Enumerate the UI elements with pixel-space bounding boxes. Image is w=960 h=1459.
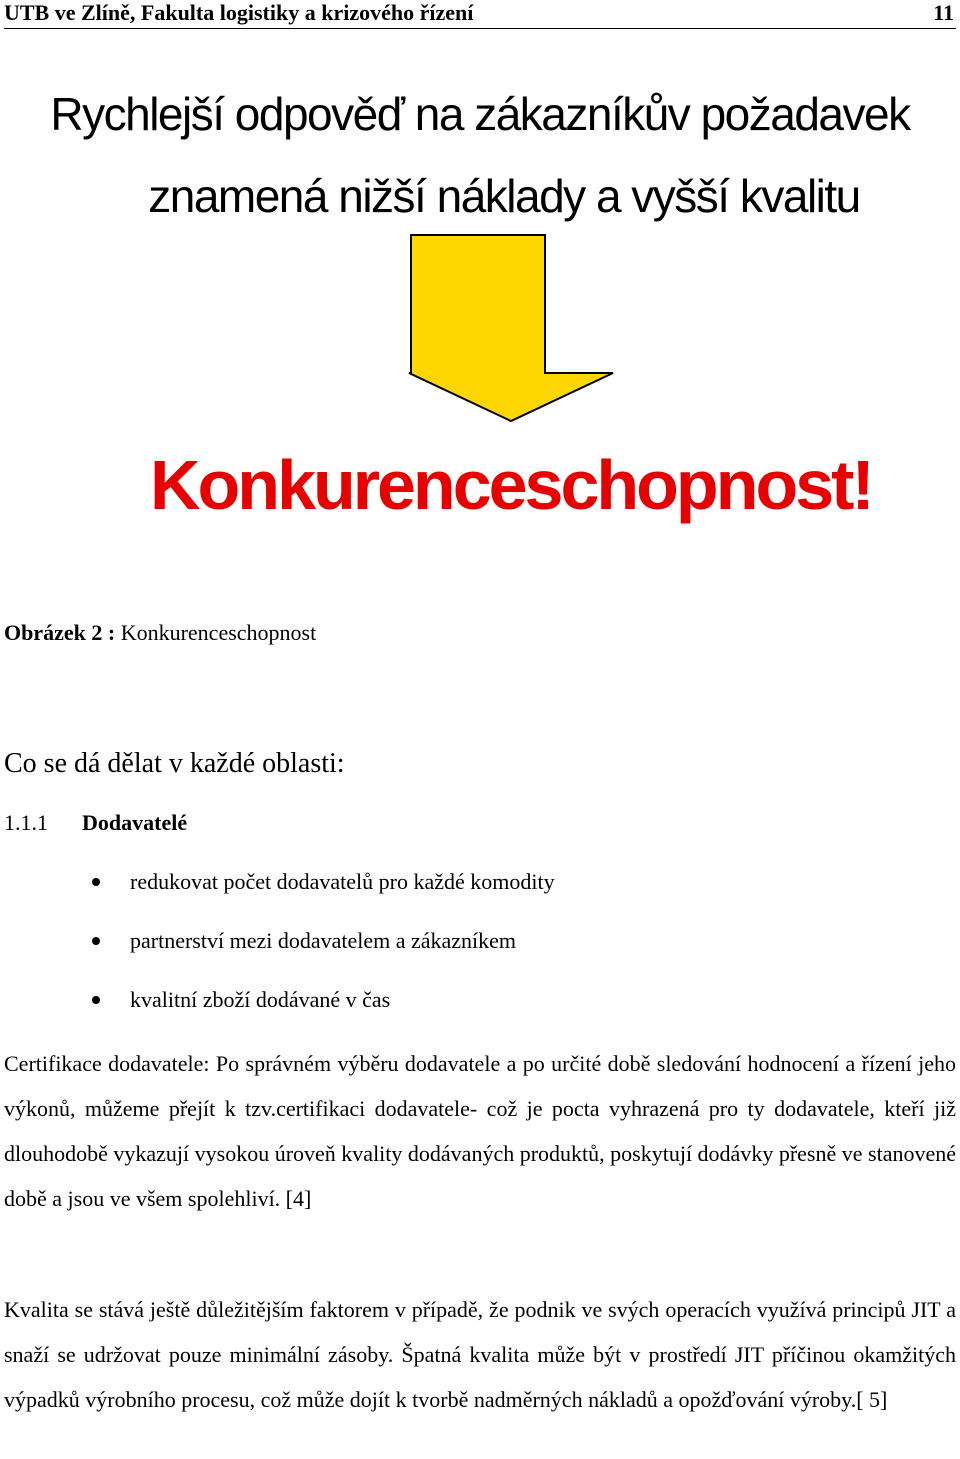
caption-text: Konkurenceschopnost	[115, 620, 317, 645]
lead-sentence: Co se dá dělat v každé oblasti:	[4, 748, 345, 779]
down-arrow-icon	[405, 233, 617, 423]
figure-caption	[4, 618, 316, 648]
figure-line-2: znamená nižší náklady a vyšší kvalitu	[148, 170, 860, 222]
page-number: 11	[933, 0, 954, 25]
list-item	[0, 866, 960, 925]
header-title: UTB ve Zlíně, Fakulta logistiky a krizového řízení	[4, 0, 474, 25]
figure-line-1: Rychlejší odpověď na zákazníkův požadavek	[50, 88, 910, 140]
bullet-icon	[92, 996, 100, 1004]
figure-conclusion: Konkurenceschopnost!	[150, 446, 872, 524]
paragraph-quality: Kvalita se stává ještě důležitějším faktorem v případě, že podnik ve svých operacích využívá principů JIT a snaží se udržovat pouze minimální zásoby. Špatná kvalita může být v prostředí JIT příčinou okamžitých výpadků výrobního procesu, což může dojít k tvorbě nadměrných nákladů a opožďování výroby.[ 5]	[4, 1297, 956, 1412]
section-title: Dodavatelé	[82, 810, 188, 835]
bullet-icon	[92, 937, 100, 945]
bullet-icon	[92, 878, 100, 886]
caption-label: Obrázek 2 :	[4, 620, 116, 645]
list-item-text: partnerství mezi dodavatelem a zákazníkem	[130, 928, 517, 953]
paragraph-certification: Certifikace dodavatele: Po správném výběru dodavatele a po určité době sledování hodnocení a řízení jeho výkonů, můžeme přejít k tzv.certifikaci dodavatele- což je pocta vyhrazená pro ty dodavatele, kteří již dlouhodobě vykazují vysokou úroveň kvality dodávaných produktů, poskytují dodávky přesně ve stanovené době a jsou ve všem spolehliví. [4]	[4, 1051, 956, 1211]
bullet-list	[0, 866, 960, 1043]
section-number: 1.1.1	[4, 810, 48, 835]
page-header	[4, 0, 956, 29]
list-item	[0, 925, 960, 984]
list-item-text: redukovat počet dodavatelů pro každé komodity	[130, 869, 555, 894]
list-item	[0, 984, 960, 1043]
list-item-text: kvalitní zboží dodávané v čas	[130, 987, 391, 1012]
